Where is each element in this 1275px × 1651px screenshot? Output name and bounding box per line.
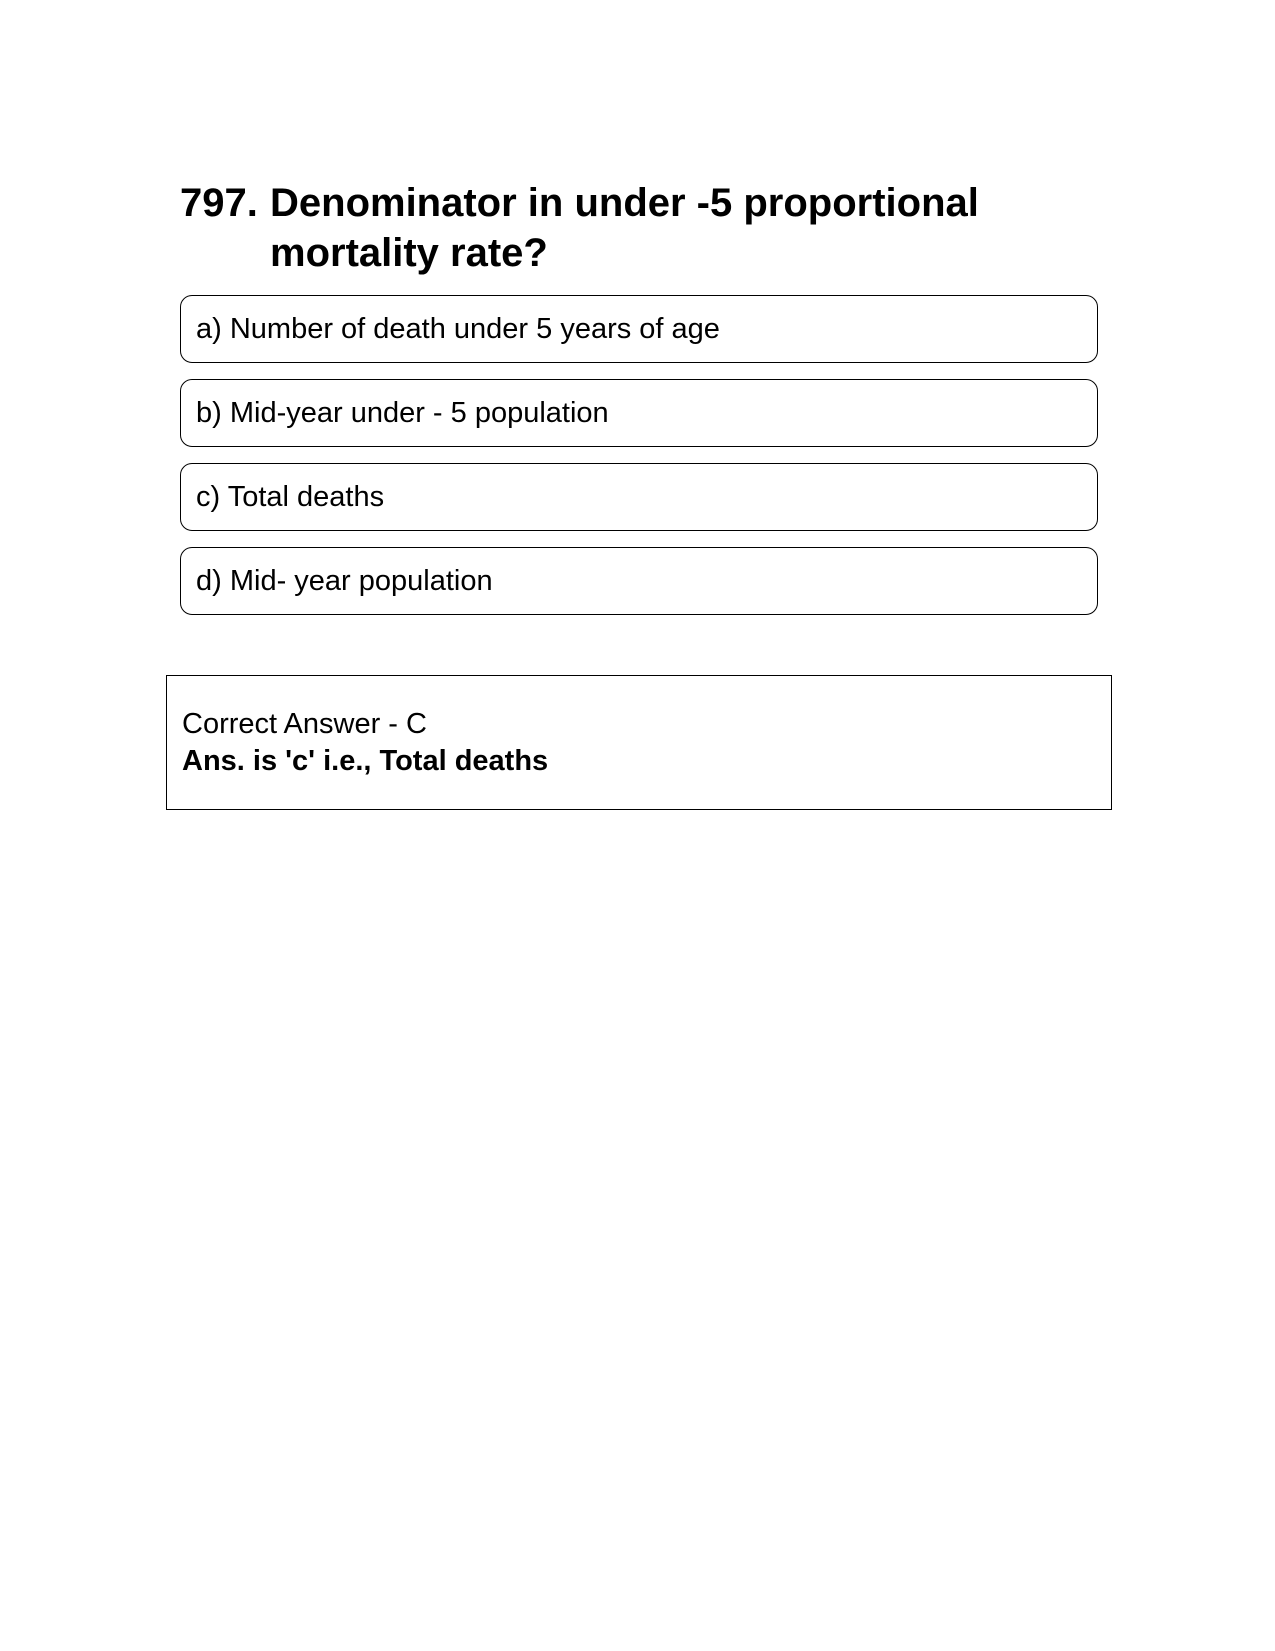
option-b-label: b) Mid-year under - 5 population <box>196 396 609 429</box>
answer-box <box>166 675 1112 810</box>
option-a[interactable] <box>180 295 1098 363</box>
question-heading <box>180 178 1110 278</box>
option-a-label: a) Number of death under 5 years of age <box>196 312 720 345</box>
option-d-label: d) Mid- year population <box>196 564 493 597</box>
option-b[interactable] <box>180 379 1098 447</box>
option-c[interactable] <box>180 463 1098 531</box>
option-d[interactable] <box>180 547 1098 615</box>
correct-answer-label: Correct Answer - C <box>182 708 427 740</box>
question-number: 797. <box>180 181 258 225</box>
answer-explanation: Ans. is 'c' i.e., Total deaths <box>182 745 549 777</box>
options-list <box>180 295 1098 631</box>
question-text: Denominator in under -5 proportional mortality rate? <box>270 181 979 275</box>
option-c-label: c) Total deaths <box>196 480 385 513</box>
